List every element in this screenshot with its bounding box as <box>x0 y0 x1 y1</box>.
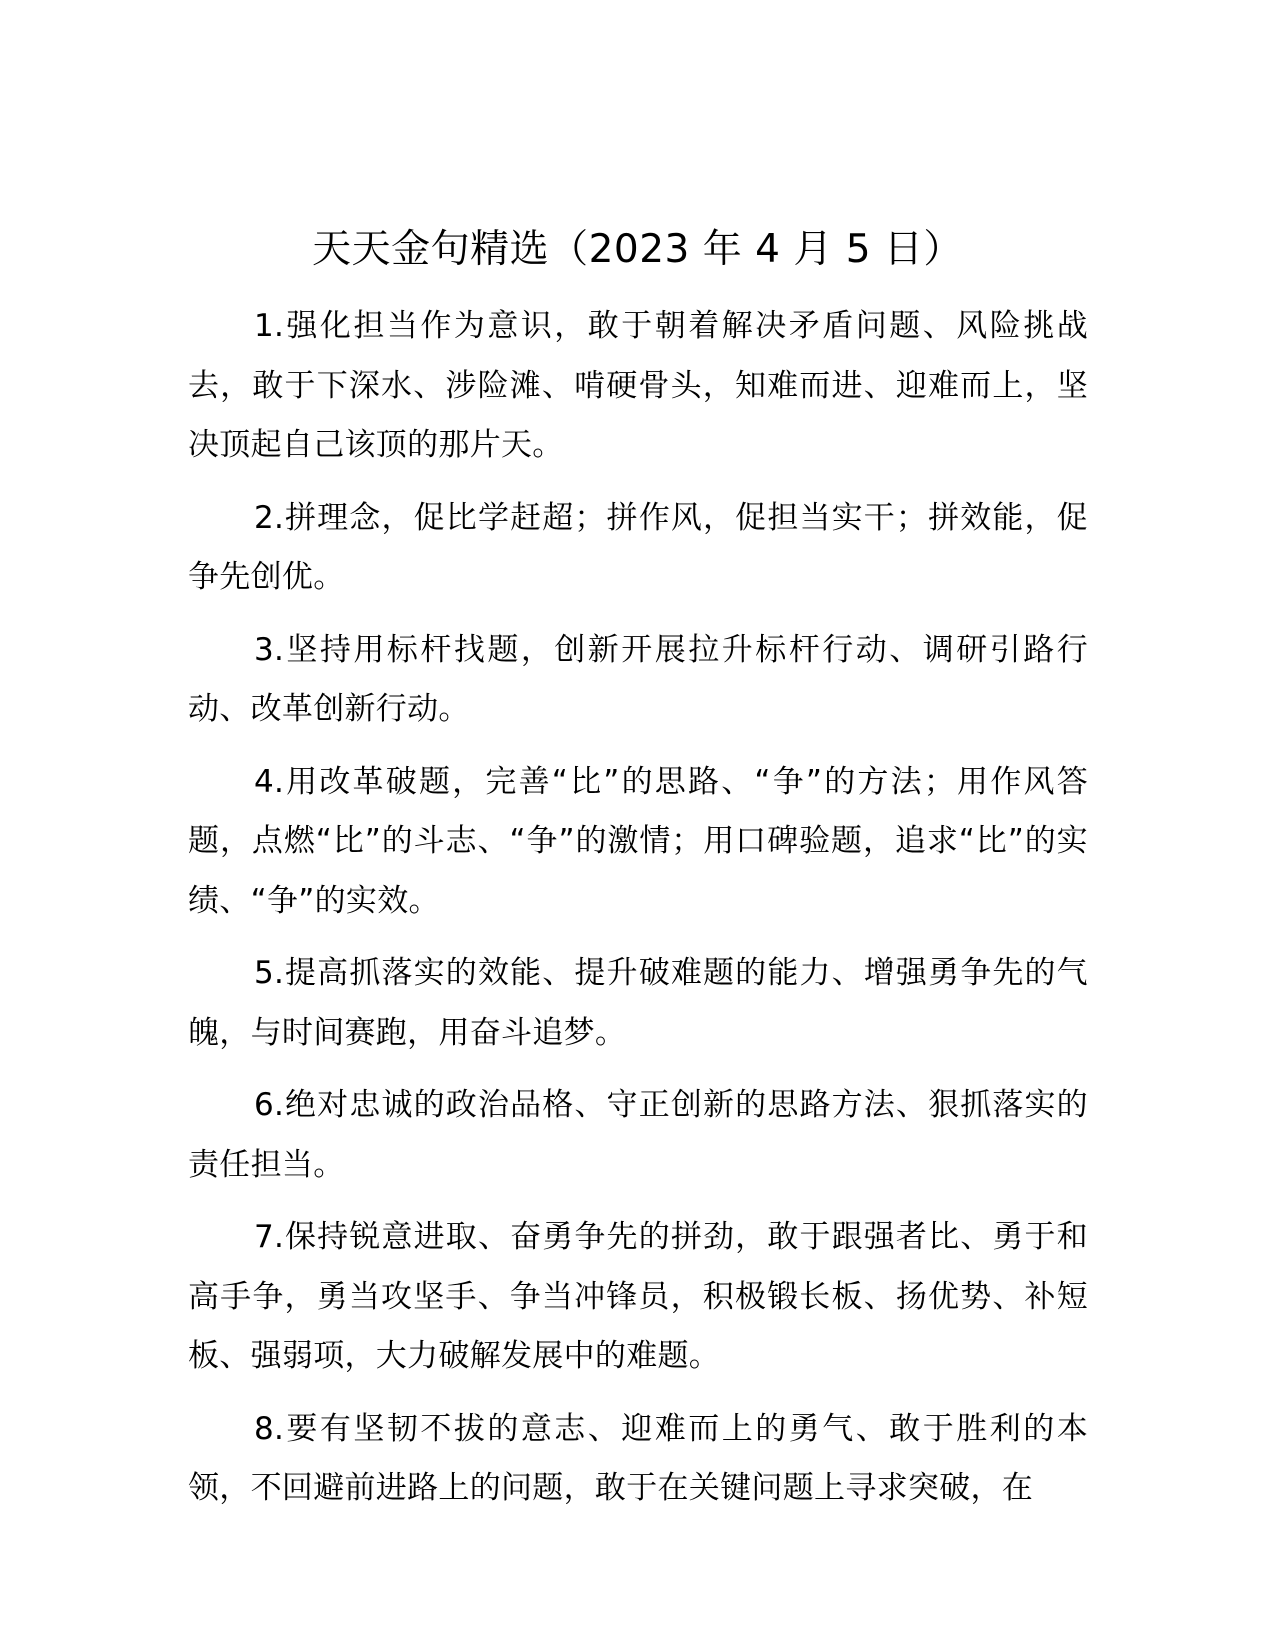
paragraph-1: 1.强化担当作为意识，敢于朝着解决矛盾问题、风险挑战去，敢于下深水、涉险滩、啃硬骨头，知难而进、迎难而上，坚决顶起自己该顶的那片天。 <box>188 308 1088 463</box>
paragraph-6: 6.绝对忠诚的政治品格、守正创新的思路方法、狠抓落实的责任担当。 <box>188 1087 1088 1183</box>
paragraph-3: 3.坚持用标杆找题，创新开展拉升标杆行动、调研引路行动、改革创新行动。 <box>188 631 1088 727</box>
paragraph-8: 8.要有坚韧不拔的意志、迎难而上的勇气、敢于胜利的本领，不回避前进路上的问题，敢于在关键问题上寻求突破，在 <box>188 1410 1088 1506</box>
paragraph-2: 2.拼理念，促比学赶超；拼作风，促担当实干；拼效能，促争先创优。 <box>188 499 1088 595</box>
paragraph-7: 7.保持锐意进取、奋勇争先的拼劲，敢于跟强者比、勇于和高手争，勇当攻坚手、争当冲锋员，积极锻长板、扬优势、补短板、强弱项，大力破解发展中的难题。 <box>188 1219 1088 1374</box>
document-title: 天天金句精选（2023 年 4 月 5 日） <box>312 227 963 272</box>
paragraph-4: 4.用改革破题，完善“比”的思路、“争”的方法；用作风答题，点燃“比”的斗志、“争”的激情；用口碑验题，追求“比”的实绩、“争”的实效。 <box>188 763 1088 919</box>
paragraph-5: 5.提高抓落实的效能、提升破难题的能力、增强勇争先的气魄，与时间赛跑，用奋斗追梦。 <box>188 955 1088 1051</box>
document-body <box>188 297 1088 1532</box>
